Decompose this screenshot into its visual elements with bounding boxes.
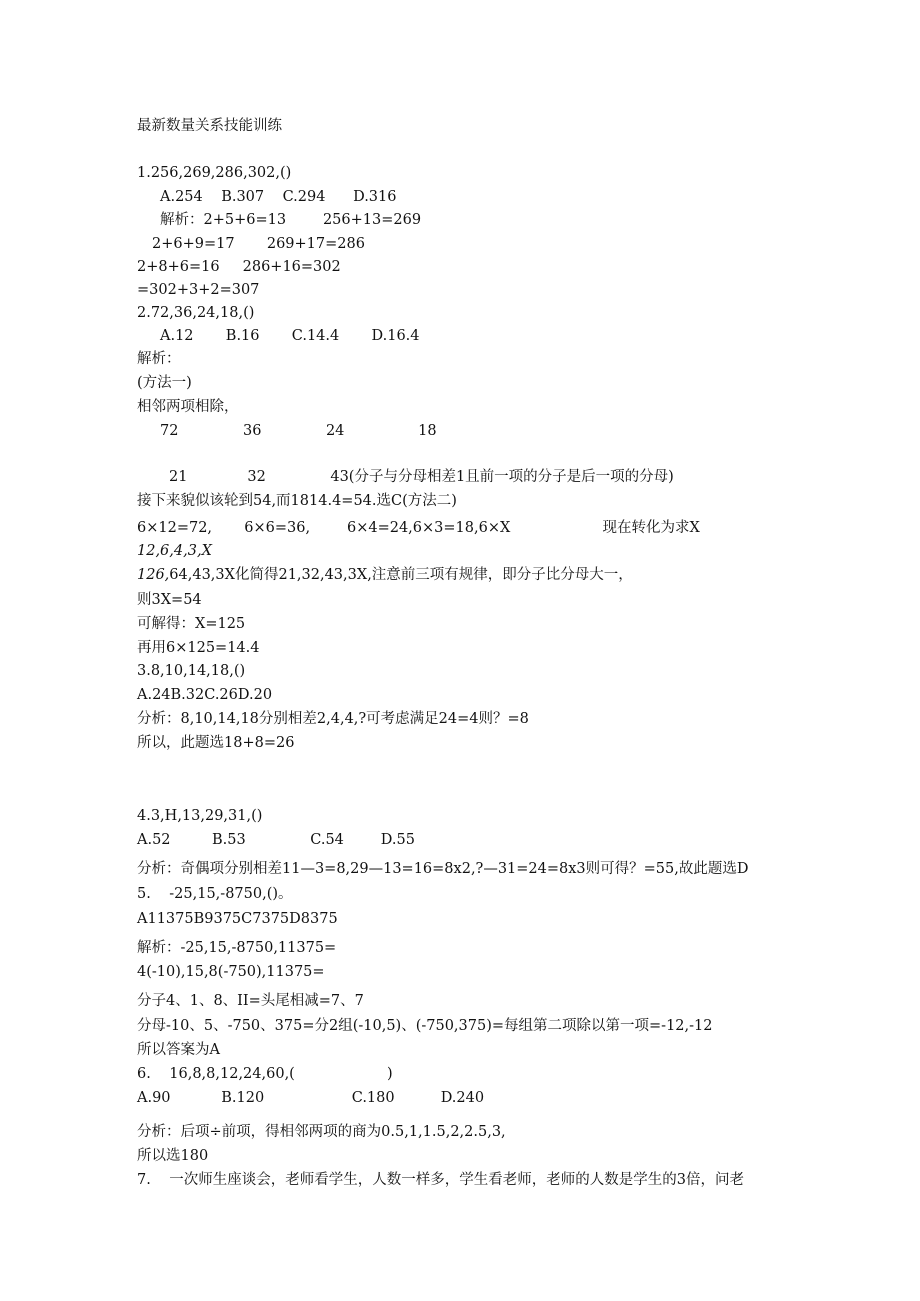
analysis-line: 2+6+9=17 269+17=286 (152, 236, 365, 252)
question-2-options: A.12 B.16 C.14.4 D.16.4 (160, 328, 420, 344)
analysis-line: 所以答案为A (137, 1042, 220, 1058)
question-4: 4.3,H,13,29,31,() (137, 808, 263, 824)
analysis-line: 再用6×125=14.4 (137, 640, 260, 656)
analysis-line: 2+8+6=16 286+16=302 (137, 259, 341, 275)
question-3-options: A.24B.32C.26D.20 (137, 687, 273, 703)
analysis-line: 解析：2+5+6=13 256+13=269 (160, 212, 422, 228)
analysis-line: 可解得：X=125 (137, 616, 246, 632)
question-1: 1.256,269,286,302,() (137, 165, 292, 181)
analysis-line: 6×12=72, 6×6=36, 6×4=24,6×3=18,6×X 现在转化为求X (137, 520, 700, 536)
analysis-line: 72 36 24 18 (160, 423, 437, 439)
analysis-line: 分子4、1、8、II=头尾相减=7、7 (137, 993, 364, 1009)
question-4-options: A.52 B.53 C.54 D.55 (137, 832, 415, 848)
analysis-line: (方法一) (137, 375, 192, 391)
question-3: 3.8,10,14,18,() (137, 663, 246, 679)
analysis-line: 解析： (137, 351, 181, 367)
analysis-line: 解析：-25,15,-8750,11375= (137, 940, 337, 956)
analysis-line (137, 566, 633, 584)
analysis-line: 21 32 43(分子与分母相差1且前一项的分子是后一项的分母) (169, 469, 674, 485)
analysis-line: 所以选180 (137, 1148, 209, 1164)
question-1-options: A.254 B.307 C.294 D.316 (160, 189, 397, 205)
analysis-line: 分母-10、5、-750、375=分2组(-10,5)、(-750,375)=每组第二项除以第一项=-12,-12 (137, 1018, 713, 1034)
analysis-line: =302+3+2=307 (137, 282, 260, 298)
analysis-line: 接下来貌似该轮到54,而1814.4=54.选C(方法二) (137, 493, 457, 509)
analysis-line: 分析：奇偶项分别相差11—3=8,29—13=16=8x2,?—31=24=8x3则可得？=55,故此题选D (137, 861, 749, 877)
italic-fragment: 126, (137, 567, 170, 583)
analysis-line: 分析：后项÷前项，得相邻两项的商为0.5,1,1.5,2,2.5,3, (137, 1124, 506, 1140)
question-2: 2.72,36,24,18,() (137, 305, 255, 321)
analysis-line: 则3X=54 (137, 592, 202, 608)
analysis-line: 12,6,4,3,X (137, 543, 212, 559)
analysis-line: 分析：8,10,14,18分别相差2,4,4,?可考虑满足24=4则？=8 (137, 711, 529, 727)
analysis-line: 所以，此题选18+8=26 (137, 735, 295, 751)
question-7: 7. 一次师生座谈会，老师看学生，人数一样多，学生看老师，老师的人数是学生的3倍，问老 (137, 1172, 744, 1188)
analysis-line: 相邻两项相除， (137, 399, 239, 415)
question-6-options: A.90 B.120 C.180 D.240 (137, 1090, 485, 1106)
question-6: 6. 16,8,8,12,24,60,( ) (137, 1066, 393, 1082)
analysis-text: 64,43,3X化简得21,32,43,3X,注意前三项有规律，即分子比分母大一， (169, 567, 633, 583)
question-5: 5. -25,15,-8750,()。 (137, 886, 293, 902)
question-5-options: A11375B9375C7375D8375 (137, 911, 338, 927)
document-title: 最新数量关系技能训练 (137, 118, 282, 134)
analysis-line: 4(-10),15,8(-750),11375= (137, 964, 325, 980)
